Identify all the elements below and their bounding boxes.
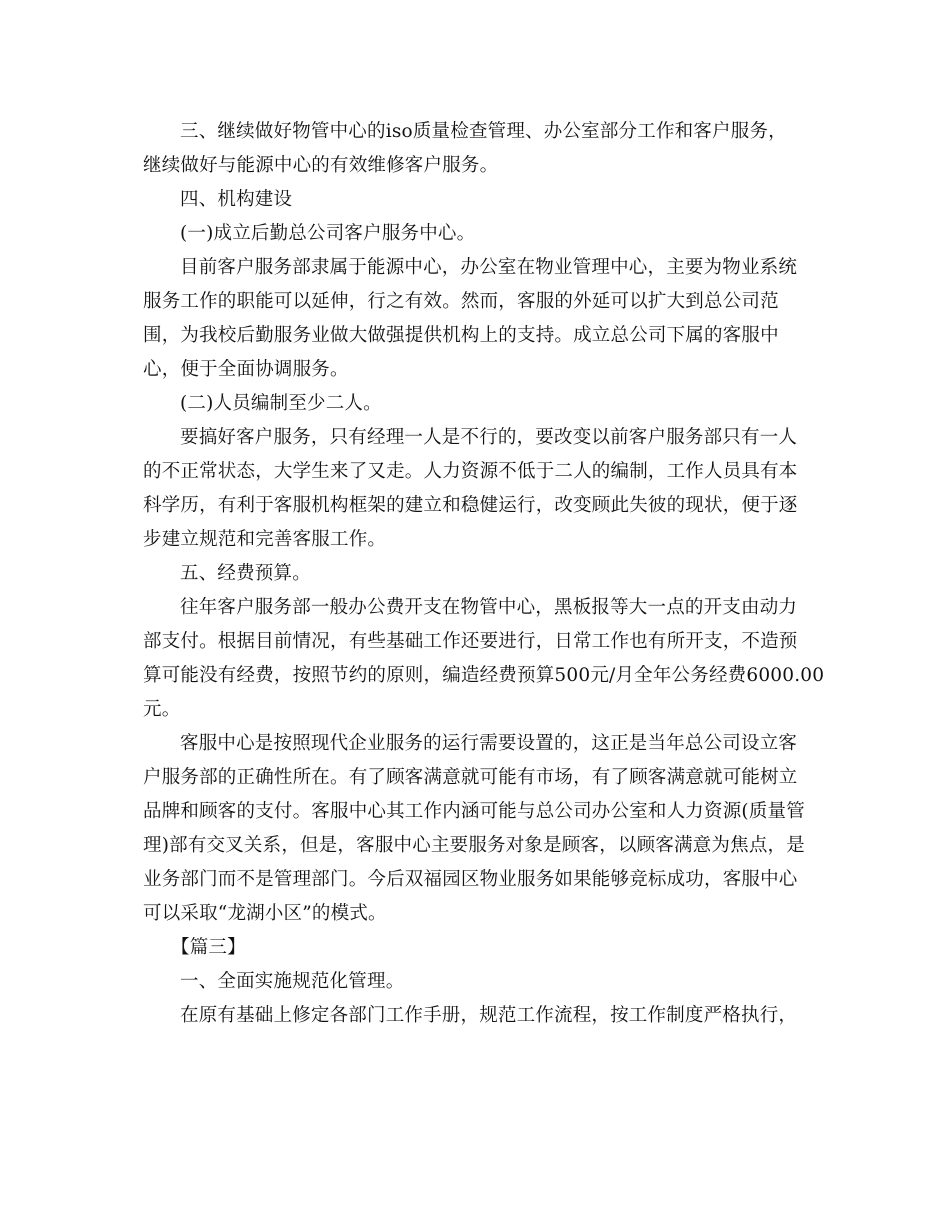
- subheading-service-center: [143, 217, 823, 251]
- text-line: 业务部门而不是管理部门。今后双福园区物业服务如果能够竞标成功，客服中心: [143, 869, 798, 890]
- section-title-part-three: [143, 931, 823, 965]
- text-line: (二)人员编制至少二人。: [180, 393, 382, 414]
- text-line: 继续做好与能源中心的有效维修客户服务。: [143, 155, 499, 176]
- paragraph-service-center-summary: [143, 727, 823, 931]
- text-line: 算可能没有经费，按照节约的原则，编造经费预算500元/月全年公务经费6000.00: [143, 665, 825, 686]
- text-line: 往年客户服务部一般办公费开支在物管中心，黑板报等大一点的开支由动力: [180, 597, 798, 618]
- text-line: 的不正常状态，大学生来了又走。人力资源不低于二人的编制，工作人员具有本: [143, 461, 798, 482]
- text-line: 元。: [143, 699, 181, 720]
- text-line: 四、机构建设: [180, 189, 293, 210]
- paragraph-standardized-management: [143, 999, 823, 1033]
- text-line: 【篇三】: [171, 937, 246, 958]
- heading-standardized-management: [143, 965, 823, 999]
- paragraph-service-center: [143, 251, 823, 387]
- text-line: 客服中心是按照现代企业服务的运行需要设置的，这正是当年总公司设立客: [180, 733, 798, 754]
- text-line: 在原有基础上修定各部门工作手册，规范工作流程，按工作制度严格执行，: [180, 1005, 798, 1026]
- text-line: 品牌和顾客的支付。客服中心其工作内涵可能与总公司办公室和人力资源(质量管: [143, 801, 805, 822]
- text-line: 围，为我校后勤服务业做大做强提供机构上的支持。成立总公司下属的客服中: [143, 325, 779, 346]
- heading-organization: [143, 183, 823, 217]
- text-line: 可以采取“龙湖小区”的模式。: [143, 903, 387, 924]
- text-line: 三、继续做好物管中心的iso质量检查管理、办公室部分工作和客户服务，: [180, 121, 787, 142]
- text-line: 部支付。根据目前情况，有些基础工作还要进行，日常工作也有所开支，不造预: [143, 631, 798, 652]
- document-body: [143, 115, 823, 1033]
- text-line: 服务工作的职能可以延伸，行之有效。然而，客服的外延可以扩大到总公司范: [143, 291, 779, 312]
- heading-budget: [143, 557, 823, 591]
- text-line: 五、经费预算。: [180, 563, 311, 584]
- text-line: 步建立规范和完善客服工作。: [143, 529, 387, 550]
- text-line: 理)部有交叉关系，但是，客服中心主要服务对象是顾客，以顾客满意为焦点，是: [143, 835, 805, 856]
- subheading-staffing: [143, 387, 823, 421]
- paragraph-budget: [143, 591, 823, 727]
- text-line: 户服务部的正确性所在。有了顾客满意就可能有市场，有了顾客满意就可能树立: [143, 767, 798, 788]
- text-line: 一、全面实施规范化管理。: [180, 971, 405, 992]
- text-line: (一)成立后勤总公司客户服务中心。: [180, 223, 476, 244]
- paragraph-staffing: [143, 421, 823, 557]
- text-line: 要搞好客户服务，只有经理一人是不行的，要改变以前客户服务部只有一人: [180, 427, 798, 448]
- text-line: 科学历，有利于客服机构框架的建立和稳健运行，改变顾此失彼的现状，便于逐: [143, 495, 798, 516]
- text-line: 目前客户服务部隶属于能源中心，办公室在物业管理中心，主要为物业系统: [180, 257, 798, 278]
- text-line: 心，便于全面协调服务。: [143, 359, 349, 380]
- paragraph-iso-service: [143, 115, 823, 183]
